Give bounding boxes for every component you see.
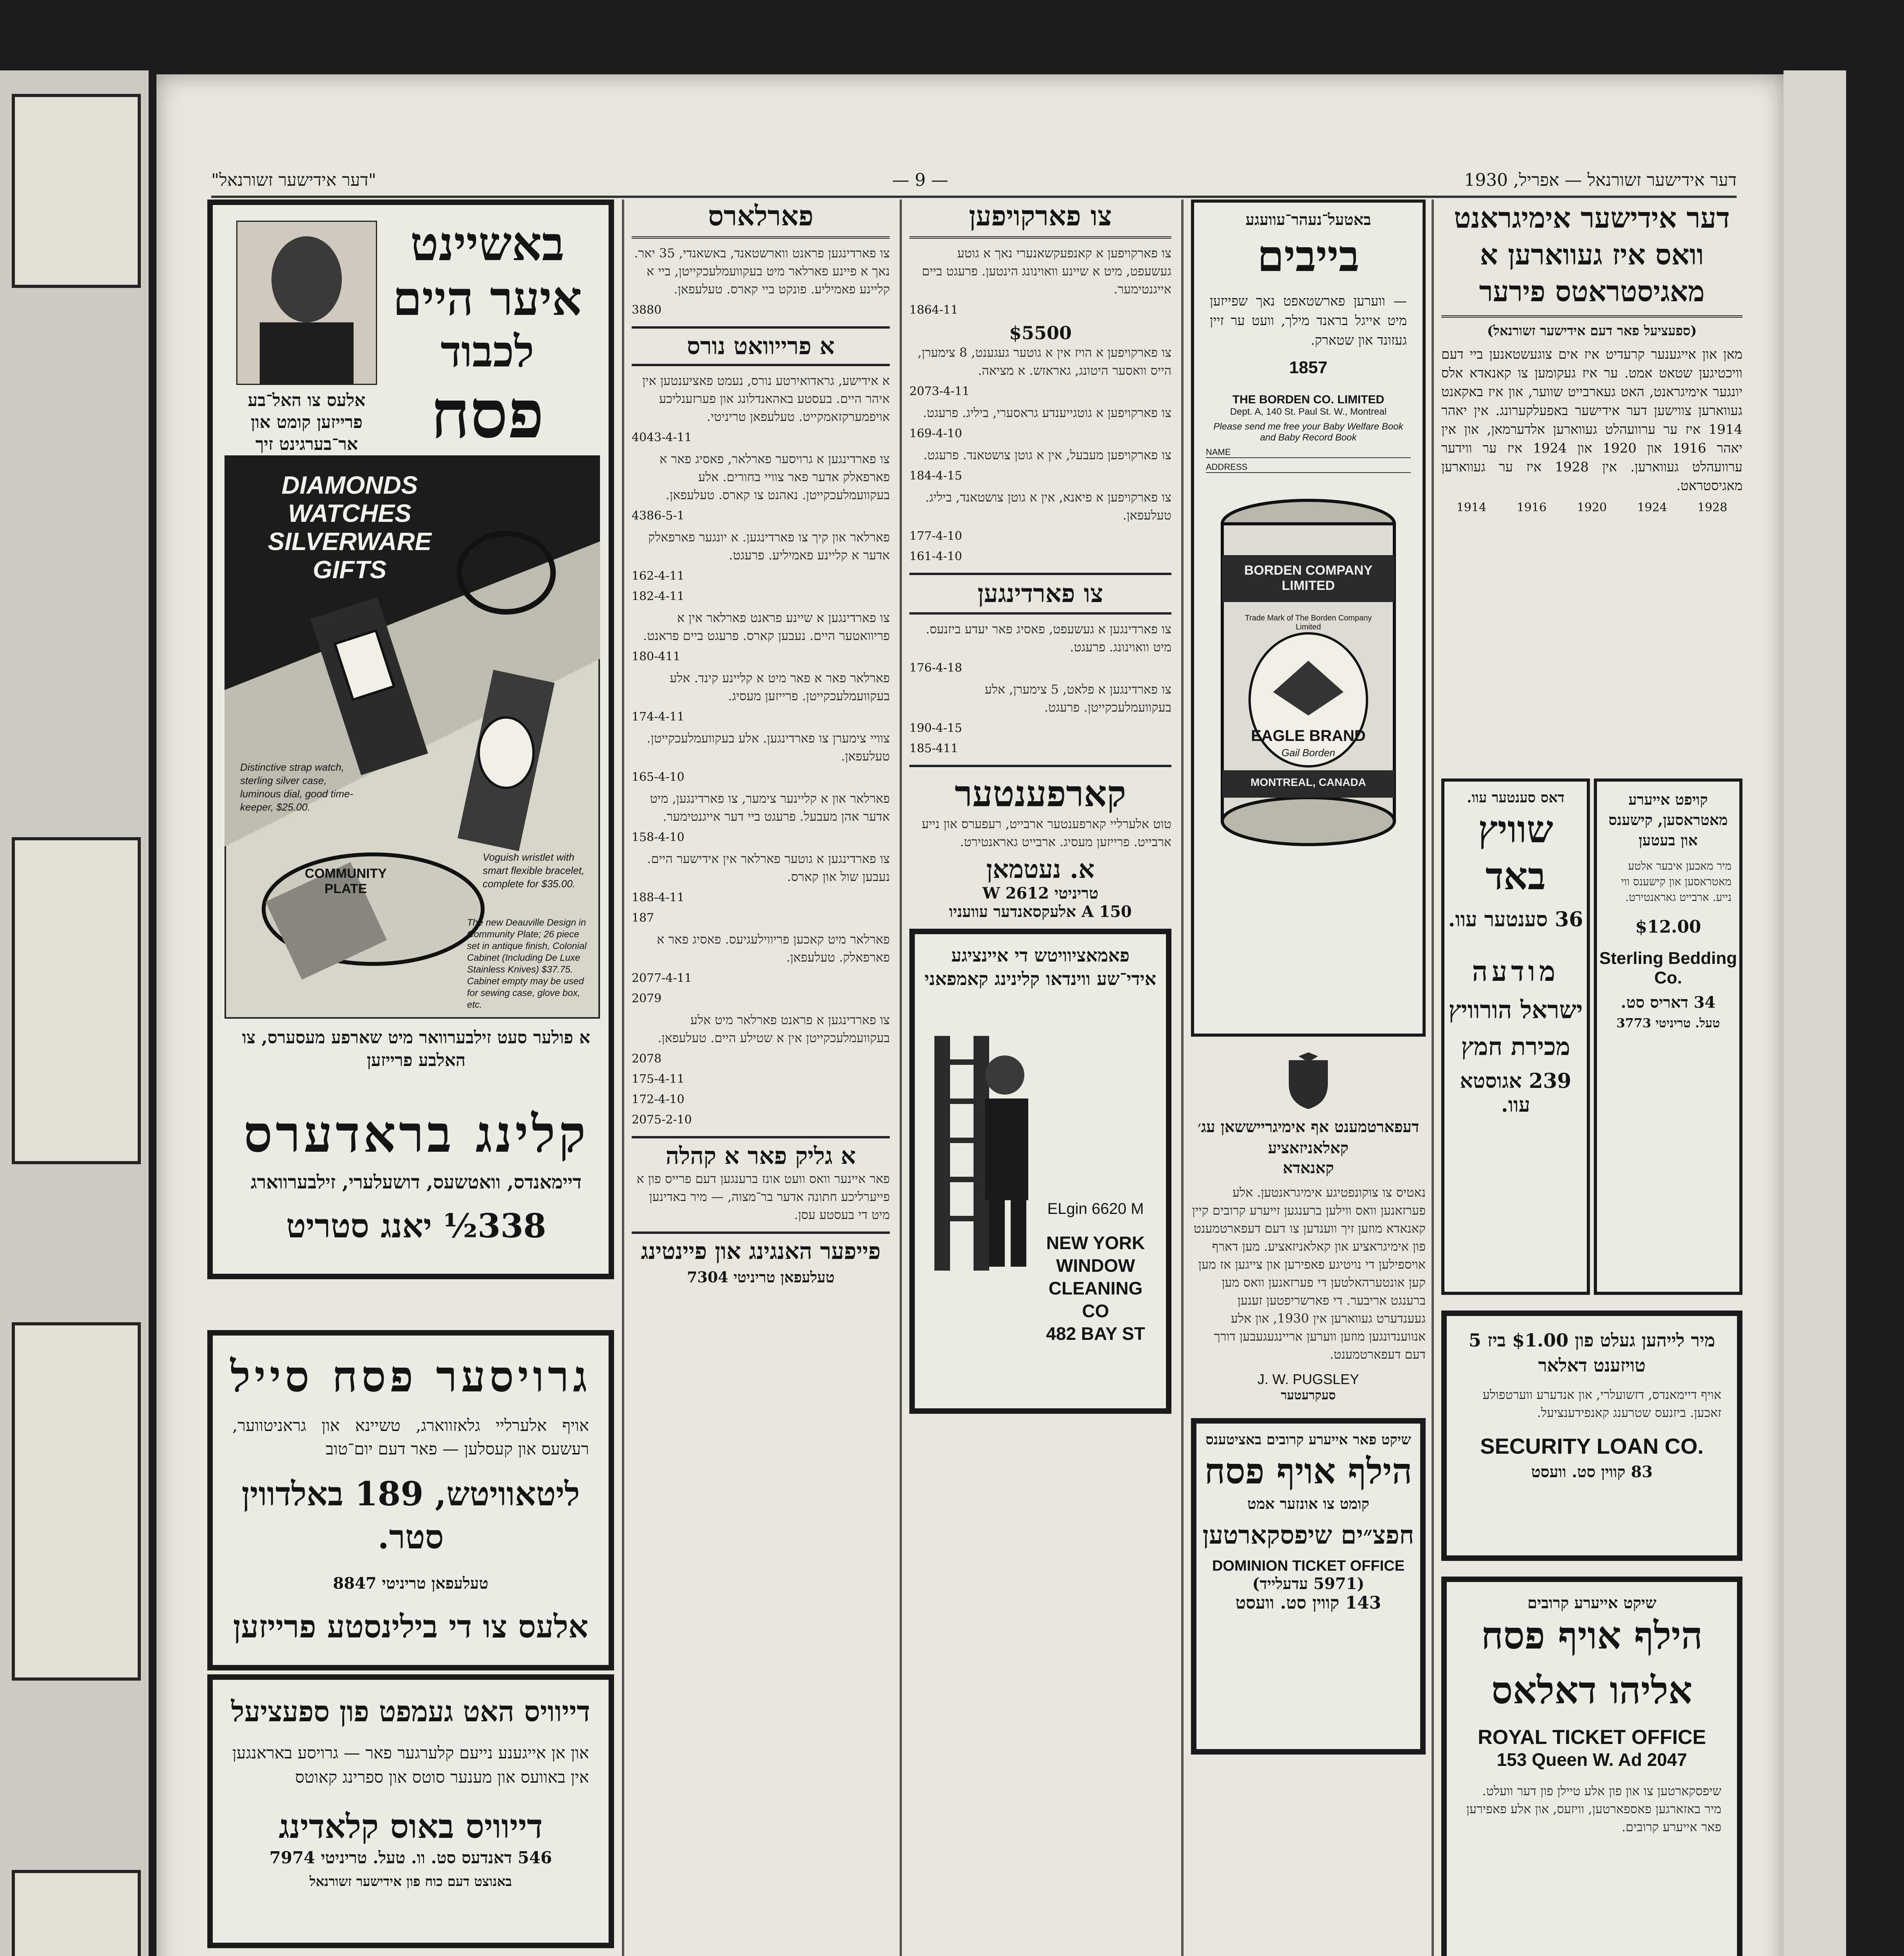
ticket-sub2: חפצ״ים שיפסקארטען <box>1202 1521 1414 1550</box>
listing-code: 3880 <box>632 303 662 317</box>
can-city: MONTREAL, CANADA <box>1250 776 1366 788</box>
article-year: 1928 <box>1697 501 1728 514</box>
window-address: 482 BAY ST <box>1046 1323 1145 1344</box>
portrait-image <box>236 221 377 385</box>
dominion-ticket-ad <box>1191 1418 1426 1755</box>
bedding-ad <box>1594 778 1742 1295</box>
vogue-watch-caption: Voguish wristlet with smart flexible bracelet, complete for $35.00. <box>483 851 585 890</box>
firm-address: 338½ יאנג סטריט <box>286 1206 546 1245</box>
clothing-title: דייוויס האט געמפט פון ספעציעל <box>231 1695 591 1728</box>
parlors-listing: פארלאר און קיך צו פארדינגען. א יונגער פארפאלק אדער א קליינע פאמיליע. פרעגט. <box>648 530 890 563</box>
listing-code: 162-4-11 <box>632 569 684 583</box>
ad-title-line: פסח <box>431 375 544 453</box>
parlors-listing: פארלאר מיט קאכען פריווילעגיעס. פאסיג פאר א פארפאלק. טעלעפאן. <box>657 932 890 965</box>
borden-company: THE BORDEN CO. LIMITED <box>1232 393 1385 406</box>
can-signature: Gail Borden <box>1281 747 1335 759</box>
rent-listing: צו פארדינגען א פלאט, 5 צימערן, אלע בעקוועמלעכקייטן. פרעגט. <box>984 682 1171 715</box>
notice-address: 239 אגוסטא עוו. <box>1460 1069 1572 1117</box>
parlors-listing: צו פארדינגען א גרויסער פארלאר, פאסיג פאר א פארפאלק אדער פאר צוויי בחורים. אלע בעקוועמלעכקייטן. נאהנט צו קארס. טעלעפאן. <box>659 451 890 502</box>
carpenter-phone: טריניטי 2612 W <box>982 884 1099 902</box>
listing-code: 2077-4-11 <box>632 971 692 985</box>
loan-heading: מיר לייהען געלט פון $1.00 ביז 5 טויזענט דאלאר <box>1468 1330 1715 1376</box>
security-loan-ad <box>1441 1311 1742 1561</box>
ticket-heading: הילף אויף פסח <box>1204 1451 1412 1492</box>
bedding-body: מיר מאכען איבער אלטע מאטראסען און קישענס ווי נייע. ארבייט גאראנטירט. <box>1621 859 1732 904</box>
borden-column <box>1191 200 1426 1956</box>
parlors-listing: צו פארדינגען פראנט ווארשטאנד, באשאנדי, 35 יאר. נאך א פיינע פארלאר מיט בעקוועמלעכקייטן, ביי א קליינע פאמיליע. פונקט ביי קארס. טעלעפאן. <box>634 246 890 297</box>
name-field-label[interactable]: NAME <box>1206 447 1411 458</box>
listing-code: 2073-4-11 <box>909 385 970 398</box>
private-nurse-heading: א פרייוואט נורס <box>632 326 890 366</box>
sale-slogan: אלעס צו די בילינסטע פרייזען <box>233 1608 589 1645</box>
borden-small-heading: באטעל־נעהר־עוועגע <box>1245 210 1371 229</box>
strap-watch-caption: Distinctive strap watch, sterling silver case, luminous dial, good time-keeper, $25.00. <box>240 761 354 813</box>
article-headline: דער אידישער אימיגראנט וואס איז געווארען א מאגיסטראטס פירער <box>1441 200 1742 318</box>
bedding-title: קויפט אייערע מאטראסען, קישענס און בעטען <box>1608 791 1728 849</box>
listing-code: 161-4-10 <box>909 550 962 563</box>
deauville-caption: The new Deauville Design in Community Plate; 26 piece set in antique finish, Colonial Cabinet (Including De Luxe Stainless Knives) $37.75. Cabinet empty may be used for sewing case, glove box, etc. <box>467 917 587 1010</box>
immigration-subheading: קאנאדא <box>1283 1159 1334 1177</box>
eagle-brand-can <box>1218 496 1398 849</box>
steam-bath-ad <box>1441 778 1590 1295</box>
listing-code: 1864-11 <box>909 303 958 317</box>
parlors-listing: צו פארדינגען א פראנט פארלאר מיט אלע בעקוועמלעכקייטן אין א שטילע היים. טעלעפאן. <box>657 1012 890 1045</box>
carpenter-text: טוט אלערליי קארפענטער ארבייט, רעפערס און נייע ארבייט. פרייזען מעסיג. ארבייט גאראנטירט. <box>921 816 1171 849</box>
listing-code: 4043-4-11 <box>632 431 692 444</box>
notice-text: מכירת חמץ <box>1461 1032 1570 1061</box>
immigration-heading: דעפארטמענט אף אימיגרייששאן עג׳ קאלאניזאציע <box>1197 1118 1419 1157</box>
parlors-listing: פארלאר פאר א פאר מיט א קליינע קינד. אלע בעקוועמלעכקייטן. פרייזען מעסיג. <box>670 671 890 703</box>
listing-code: 165-4-10 <box>632 770 684 784</box>
listing-code: 187 <box>632 911 654 925</box>
bedding-price: $12.00 <box>1635 917 1701 937</box>
window-cleaning-ad <box>909 929 1171 1414</box>
paperhanging-heading: פייפער האנגינג און פיינטינג <box>632 1231 890 1264</box>
happiness-text: פאר איינער וואס וועט אונז ברענגען דעם פרייס פון א פייערליכע חתונה אדער בר־מצוה, — מיר באדינען מיט די בעסטע עסן. <box>636 1171 890 1222</box>
sale-firm: ליטאוויטש, 189 באלדווין סטר. <box>241 1474 580 1556</box>
clothing-note: באנוצט דעם כוח פון אידישער זשורנאל <box>309 1874 512 1889</box>
carpenter-title: קארפענטער <box>909 765 1171 815</box>
article-year: 1916 <box>1516 501 1547 514</box>
ad-title-line: באשיינט <box>410 216 565 271</box>
portrait-caption: אלעס צו האל־בע פרייזען קומט און אר־בערגינט זיך <box>248 390 366 454</box>
portrait-block <box>236 221 377 454</box>
listing-code: 4386-5-1 <box>632 509 684 523</box>
sale-price: $5500 <box>1009 322 1072 343</box>
elyahu-address: 153 Queen W. Ad 2047 <box>1496 1749 1687 1770</box>
listing-code: 2075-2-10 <box>632 1113 692 1127</box>
carpenter-name: א. נעטמאן <box>986 855 1095 884</box>
can-maker: BORDEN COMPANY LIMITED <box>1244 563 1373 593</box>
sale-phone: טעלעפאן טריניטי 8847 <box>333 1574 489 1593</box>
column-rule <box>1432 200 1434 1956</box>
listing-code: 182-4-11 <box>632 590 684 603</box>
rent-heading: צו פארדינגען <box>909 573 1171 615</box>
loan-address: 83 קווין סט. וועסט <box>1531 1463 1653 1481</box>
adjacent-page-edge <box>1784 70 1846 1956</box>
gifts-banner: DIAMONDS WATCHES SILVERWARE GIFTS <box>268 471 432 584</box>
listing-code: 185-411 <box>909 742 958 755</box>
column-rule <box>900 200 902 1956</box>
carpenter-address: 150 A אלעקסאנדער עוועניו <box>949 902 1132 921</box>
parlors-heading: פארלארס <box>632 200 890 239</box>
bedding-phone: טעל. טריניטי 3773 <box>1616 1016 1720 1030</box>
clothing-firm: דייוויס באוס קלאדינג <box>278 1807 543 1846</box>
listing-code: 184-4-15 <box>909 469 962 483</box>
listing-code: 172-4-10 <box>632 1093 684 1106</box>
listing-code: 174-4-11 <box>632 710 684 724</box>
newspaper-page <box>156 74 1784 1956</box>
pugsley-title: סעקרעטער <box>1281 1388 1336 1402</box>
sale-listing: צו פארקויפען א קאנפעקשאנערי נאך א גוטע געשעפט, מיט א שיינע וואוינונג הינטען. פרעגט ביים אייגנטימער. <box>921 246 1171 297</box>
firm-name: קלינג בראדערס <box>243 1104 589 1164</box>
window-phone: ELgin 6620 M <box>1047 1200 1144 1217</box>
elyahu-title: שיקט אייערע קרובים <box>1527 1594 1656 1612</box>
nurse-listing: א אידישע, גראדואירטע נורס, נעמט פאציענטען אין איהר היים. בעסטע באהאנדלונג און פערזענליכע אויפמערקזאמקייט. טעלעפאן טריניטי. <box>642 373 890 424</box>
window-firm-line: CLEANING CO <box>1048 1278 1143 1321</box>
parlors-listing: צו פארדינגען א שיינע פראנט פארלאר אין א פריוואטער היים. נעבען קארס. פרעגט ביים פראנט. <box>643 610 890 643</box>
listing-code: 2079 <box>632 992 662 1005</box>
davis-clothing-ad <box>207 1674 614 1948</box>
sale-listing: צו פארקויפען מעבעל, אין א גוטן צושטאנד. פרעגט. <box>923 448 1171 462</box>
article-year: 1920 <box>1577 501 1607 514</box>
ticket-title: שיקט פאר אייערע קרובים באציטענס <box>1205 1431 1411 1448</box>
notice-title: מודעה <box>1472 955 1559 987</box>
immigration-notice <box>1191 1052 1426 1402</box>
column-rule <box>1181 200 1184 1956</box>
borden-ad <box>1191 200 1426 1037</box>
masthead: "דער אידישער זשורנאל" <box>211 170 377 190</box>
clothing-address: 546 דאנדעס סט. וו. טעל. טריניטי 7974 <box>269 1848 552 1867</box>
sale-listing: צו פארקויפען א הויז אין א גוטער געגענט, 8 צימערן, הייס וואסער היטונג, גאראזש. א מציאה. <box>918 345 1171 378</box>
sale-body: אויף אלערליי גלאזווארג, טשיינא און גראניטווער, רעשעס און קעסלען — פאר דעם יום־טוב <box>232 1416 589 1458</box>
sale-title: גרויסער פסח סייל <box>230 1351 591 1402</box>
listing-code: 2078 <box>632 1052 662 1066</box>
address-field-label[interactable]: ADDRESS <box>1206 462 1411 473</box>
page-number: — 9 — <box>892 170 948 190</box>
bedding-firm: Sterling Bedding Co. <box>1599 949 1737 987</box>
passover-sale-ad <box>207 1330 614 1670</box>
parlors-listing: צו פארדינגען א גוטער פארלאר אין אידישער היים. נעבען שול און קארס. <box>647 851 890 884</box>
bedding-address: 34 דאריס סט. <box>1620 993 1716 1012</box>
elyahu-body: שיפסקארטען צו און פון אלע טיילן פון דער וועלט. מיר באזארגען פאספארטען, וויזעס, און אלע פאפירען פאר אייערע קרובים. <box>1466 1783 1721 1834</box>
firm-description: דיימאנדס, וואטשעס, דושעלערי, זילבערווארג <box>250 1171 582 1193</box>
paperhanging-phone: טעלעפאן טריניטי 7304 <box>687 1268 835 1286</box>
article-subhead: (ספעציעל פאר דעם אידישער זשורנאל) <box>1487 323 1697 339</box>
can-brand: EAGLE BRAND <box>1251 727 1366 744</box>
clothing-body: און אן אייגענע נייעם קלערגער פאר — גרויסע באראנגען אין באוועס און מענער סוטס און ספרינג קאוטס <box>232 1743 589 1787</box>
ticket-address: 143 קווין סט. וועסט <box>1235 1593 1381 1613</box>
sale-heading: צו פארקויפען <box>909 200 1171 239</box>
window-cleaner-illustration <box>927 1020 1036 1271</box>
steam-address: 36 סענטער עוו. <box>1448 908 1583 931</box>
jewelry-illustration <box>225 455 600 1019</box>
article-body: מאן און אייגענער קרעדיט איז אים צוגעשטאנען ביי דעם וויכטיגען שטאט אמט. ער איז געקומען צו קאנאדא אלס יונגער אימיגראנט, האט געארבייט שווער, און איז באקאנט געווארען צווישען דער אידישער באפעלקערונג. אין יאהר 1914 איז ער ערוועהלט געווארען אלדערמאן, און אין יאהר 1916 און 1920 און 1924 איז ער ווידער ערוועהלט געווארען. אין 1928 איז ער געווארען מאגיסטראט. <box>1441 347 1742 494</box>
article-years <box>1441 501 1742 514</box>
ad-title-line: איער היים <box>393 271 582 326</box>
borden-year: 1857 <box>1289 358 1327 377</box>
passover-gifts-ad <box>207 200 614 1279</box>
borden-heading: בייבים <box>1257 231 1360 281</box>
milk-can-drawing <box>1218 496 1398 849</box>
listing-code: 169-4-10 <box>909 427 962 440</box>
borden-body: — ווערען פארשטאפט נאך שפייזען מיט אייגל בראנד מילך, וועט ער זיין געזונד און שטארק. <box>1210 293 1407 348</box>
sale-column <box>909 200 1171 1956</box>
listing-code: 158-4-10 <box>632 831 684 844</box>
steam-sub: דאס סענטער עוו. <box>1467 789 1565 806</box>
borden-dept: Dept. A, 140 St. Paul St. W., Montreal <box>1230 406 1387 417</box>
ticket-office: DOMINION TICKET OFFICE <box>1212 1558 1405 1574</box>
ticket-sub: קומט צו אונזער אמט <box>1247 1495 1369 1512</box>
pugsley-name: J. W. PUGSLEY <box>1257 1371 1360 1387</box>
royal-ticket-ad <box>1441 1577 1742 1956</box>
elyahu-heading: הילף אויף פסח <box>1481 1613 1703 1658</box>
column-rule <box>622 200 624 1956</box>
page-header <box>211 164 1737 198</box>
borden-request: Please send me free your Baby Welfare Book and Baby Record Book <box>1213 421 1403 443</box>
parlors-listing: צוויי צימערן צו פארדינגען. אלע בעקוועמלעכקייטן. טעלעפאן. <box>647 731 890 764</box>
silver-set-note: א פולער סעט זילבערוואר מיט שארפע מעסערס, צו האלבע פרייזען <box>242 1028 590 1070</box>
parlors-listing: פארלאר און א קליינער צימער, צו פארדינגען, מיט אדער אהן מעבעל. פרעגט ביי דער אייגנטימער. <box>650 791 890 824</box>
article-year: 1924 <box>1637 501 1667 514</box>
issue-date: 1930 ,דער אידישער זשורנאל — אפריל <box>1464 170 1737 190</box>
listing-code: 188-4-11 <box>632 891 684 904</box>
sale-listing: צו פארקויפען א פיאנא, אין א גוטן צושטאנד, ביליג. טעלעפאן. <box>925 490 1171 523</box>
sale-listing: צו פארקויפען א גוטגייענדע גראסערי, ביליג. פרעגט. <box>923 405 1171 420</box>
listing-code: 175-4-11 <box>632 1072 684 1086</box>
loan-body: אויף דיימאנדס, דזשועלרי, און אנדערע ווערטפולע זאכען. ביזנעס שטרענג קאנפידענציעל. <box>1482 1387 1721 1420</box>
window-title: פאמאציוויטש די איינציגע אידי־שע ווינדאו קלינינג קאמפאני <box>924 945 1157 989</box>
happiness-heading: א גליק פאר א קהלה <box>632 1136 890 1170</box>
immigration-body: נאטיס צו צוקונפטיגע אימיגראנטען. אלע פערזאנען וואס ווילען ברענגען זייערע קרובים קיין קאנאדא מוזען זיך ווענדען צו דעם דעפארטמענט פון אימיגראציע און קאלאניזאציע. מען דארף אויספילען די נויטיגע פאפירען און צייגען אז מען קען אונטערהאלטען די פערזאנען וואס מען ברענגט אריבער. די פארשריפטען זענען געענדערט געווארען אין 1930, און אלע אנווענדונגען מוזען ווערען אריינגעגעבען דורך דעם דעפארטמענט. <box>1192 1185 1426 1362</box>
can-trademark: Trade Mark of The Borden Company Limited <box>1245 614 1372 631</box>
elyahu-name: אליהו דאלאס <box>1491 1668 1692 1712</box>
parlors-column <box>632 200 890 1956</box>
window-firm-line: WINDOW <box>1056 1255 1135 1276</box>
listing-code: 190-4-15 <box>909 721 962 735</box>
steam-title: שוויץ באד <box>1478 807 1554 898</box>
ad-title-line: לכבוד <box>440 326 534 377</box>
listing-code: 180-411 <box>632 650 681 663</box>
loan-firm: SECURITY LOAN CO. <box>1480 1434 1704 1458</box>
article-year: 1914 <box>1456 501 1487 514</box>
coat-of-arms-icon <box>1285 1052 1332 1111</box>
listing-code: 176-4-18 <box>909 661 962 675</box>
notice-name: ישראל הורוויץ <box>1448 996 1583 1024</box>
window-firm-line: NEW YORK <box>1046 1233 1145 1253</box>
rent-listing: צו פארדינגען א געשעפט, פאסיג פאר יעדע ביזנעס. מיט וואוינונג. פרעגט. <box>925 622 1171 654</box>
community-plate-label: COMMUNITY PLATE <box>305 866 387 896</box>
elyahu-office: ROYAL TICKET OFFICE <box>1478 1726 1706 1749</box>
ticket-phone: (5971 עדעלייד) <box>1252 1575 1365 1593</box>
adjacent-page-fragment <box>0 70 149 1956</box>
listing-code: 177-4-10 <box>909 529 962 543</box>
